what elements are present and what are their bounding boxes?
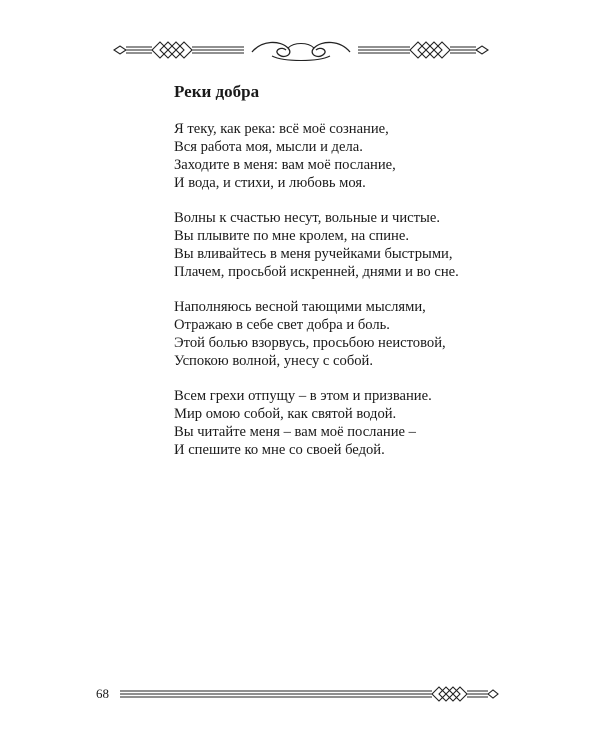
stanza-2: [174, 209, 494, 281]
page-footer: [84, 683, 504, 705]
poem-line: Успокою волной, унесу с собой.: [174, 353, 374, 369]
stanza-3: [174, 298, 494, 370]
poem-line: Этой болью взорвусь, просьбою неистовой,: [174, 335, 446, 351]
poem-line: Отражаю в себе свет добра и боль.: [174, 317, 390, 333]
poem-line: Вы вливайтесь в меня ручейками быстрыми,: [174, 246, 453, 262]
poem-line: Вы плывите по мне кролем, на спине.: [174, 228, 409, 244]
poem-line: Вся работа моя, мысли и дела.: [174, 139, 363, 155]
poem-line: Наполняюсь весной тающими мыслями,: [174, 299, 426, 315]
poem-line: Мир омою собой, как святой водой.: [174, 406, 397, 422]
poem: [174, 82, 494, 476]
poem-title: Реки добра: [174, 82, 260, 101]
poem-line: Я теку, как река: всё моё сознание,: [174, 121, 389, 137]
poem-line: Плачем, просьбой искренней, днями и во сне.: [174, 264, 459, 280]
header-ornament: [112, 36, 490, 64]
poem-line: Всем грехи отпущу – в этом и призвание.: [174, 388, 432, 404]
poem-line: Вы читайте меня – вам моё послание –: [174, 424, 416, 440]
poem-line: Заходите в меня: вам моё послание,: [174, 157, 396, 173]
poem-line: Волны к счастью несут, вольные и чистые.: [174, 210, 440, 226]
stanza-1: [174, 120, 494, 192]
footer-ornament: [120, 683, 500, 705]
poem-line: И вода, и стихи, и любовь моя.: [174, 175, 366, 191]
page-number: 68: [96, 686, 109, 701]
stanza-4: [174, 387, 494, 459]
poem-line: И спешите ко мне со своей бедой.: [174, 442, 385, 458]
